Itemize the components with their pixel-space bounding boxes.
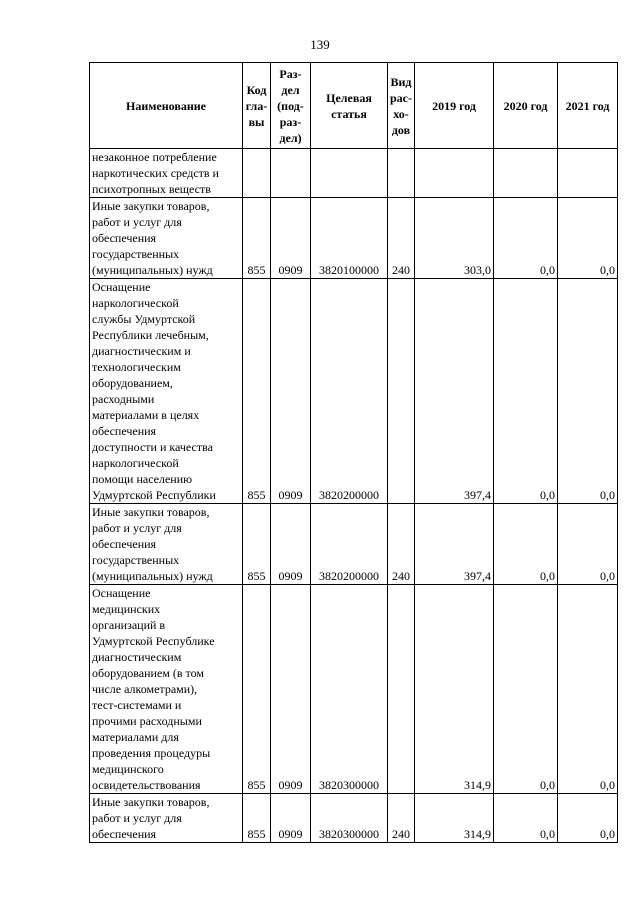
- name-line: тест-системами и: [92, 698, 182, 712]
- row-target: 3820200000: [311, 504, 388, 585]
- name-line: государственных: [92, 247, 180, 261]
- row-2019: 314,9: [415, 794, 494, 843]
- header-2019: 2019 год: [415, 63, 494, 149]
- header-code-line: Код: [246, 82, 267, 97]
- header-name: Наименование: [90, 63, 243, 149]
- name-line: медицинских: [92, 602, 161, 616]
- name-line: (муниципальных) нужд: [92, 569, 213, 583]
- row-2019: 303,0: [415, 198, 494, 279]
- header-target-line: Целевая: [326, 90, 372, 105]
- row-section: 0909: [271, 504, 311, 585]
- row-code: 855: [243, 585, 271, 794]
- name-line: проведения процедуры: [92, 746, 211, 760]
- header-kind-line: хо-: [393, 106, 409, 121]
- name-line: работ и услуг для: [92, 811, 182, 825]
- row-kind: 240: [388, 504, 415, 585]
- header-section-line: (под-: [277, 98, 304, 113]
- row-name: [90, 279, 243, 504]
- name-line: числе алкометрами),: [92, 682, 198, 696]
- row-section: 0909: [271, 585, 311, 794]
- name-line: Удмуртской Республике: [92, 634, 215, 648]
- name-line: обеспечения: [92, 231, 157, 245]
- name-line: освидетельствования: [92, 778, 201, 792]
- name-line: государственных: [92, 553, 180, 567]
- row-2020: 0,0: [494, 585, 558, 794]
- name-line: работ и услуг для: [92, 215, 182, 229]
- name-line: обеспечения: [92, 827, 157, 841]
- table-row: [90, 198, 618, 279]
- name-line: доступности и качества: [92, 440, 213, 454]
- name-line: расходными: [92, 392, 155, 406]
- row-kind: [388, 149, 415, 198]
- row-2021: 0,0: [558, 585, 618, 794]
- table-row: [90, 279, 618, 504]
- row-section: 0909: [271, 198, 311, 279]
- page-number: 139: [310, 37, 330, 52]
- row-name: [90, 504, 243, 585]
- header-code-line: гла-: [245, 98, 268, 113]
- name-line: наркологической: [92, 456, 179, 470]
- name-line: психотропных веществ: [92, 182, 211, 196]
- row-code: 855: [243, 504, 271, 585]
- row-2021: 0,0: [558, 198, 618, 279]
- header-section-line: дел: [281, 82, 300, 97]
- row-2020: 0,0: [494, 279, 558, 504]
- name-line: обеспечения: [92, 537, 157, 551]
- name-line: Иные закупки товаров,: [92, 505, 210, 519]
- name-line: Республики лечебным,: [92, 328, 209, 342]
- name-line: прочими расходными: [92, 714, 202, 728]
- row-target: 3820100000: [311, 198, 388, 279]
- row-2020: 0,0: [494, 198, 558, 279]
- name-line: технологическим: [92, 360, 181, 374]
- header-section-line: раз-: [279, 114, 302, 129]
- row-kind: [388, 585, 415, 794]
- row-kind: [388, 279, 415, 504]
- name-line: (муниципальных) нужд: [92, 263, 213, 277]
- name-line: организаций в: [92, 618, 166, 632]
- header-target: [311, 63, 388, 149]
- row-2020: 0,0: [494, 504, 558, 585]
- header-kind-line: Вид: [390, 74, 412, 89]
- header-section-line: дел): [279, 130, 302, 145]
- name-line: материалами для: [92, 730, 179, 744]
- row-2019: 314,9: [415, 585, 494, 794]
- header-2020: 2020 год: [494, 63, 558, 149]
- row-code: 855: [243, 794, 271, 843]
- row-name: [90, 149, 243, 198]
- name-line: медицинского: [92, 762, 164, 776]
- name-line: оборудованием (в том: [92, 666, 205, 680]
- row-name: [90, 198, 243, 279]
- row-kind: 240: [388, 794, 415, 843]
- row-section: 0909: [271, 794, 311, 843]
- name-line: наркологической: [92, 296, 179, 310]
- name-line: Оснащение: [92, 586, 151, 600]
- row-name: [90, 585, 243, 794]
- name-line: обеспечения: [92, 424, 157, 438]
- row-code: 855: [243, 279, 271, 504]
- name-line: диагностическим: [92, 650, 182, 664]
- name-line: оборудованием,: [92, 376, 173, 390]
- table-row: [90, 149, 618, 198]
- row-2019: 397,4: [415, 504, 494, 585]
- row-name: [90, 794, 243, 843]
- row-kind: 240: [388, 198, 415, 279]
- row-2021: 0,0: [558, 504, 618, 585]
- name-line: помощи населению: [92, 472, 193, 486]
- header-target-line: статья: [331, 106, 367, 121]
- name-line: Удмуртской Республики: [92, 488, 216, 502]
- name-line: материалами в целях: [92, 408, 200, 422]
- row-2021: 0,0: [558, 794, 618, 843]
- name-line: Оснащение: [92, 280, 151, 294]
- row-2020: 0,0: [494, 794, 558, 843]
- row-2019: [415, 149, 494, 198]
- header-section-line: Раз-: [279, 66, 302, 81]
- row-section: 0909: [271, 279, 311, 504]
- table-row: [90, 585, 618, 794]
- header-2021: 2021 год: [558, 63, 618, 149]
- row-2019: 397,4: [415, 279, 494, 504]
- row-code: 855: [243, 198, 271, 279]
- row-target: 3820300000: [311, 794, 388, 843]
- row-code: [243, 149, 271, 198]
- row-2021: [558, 149, 618, 198]
- name-line: работ и услуг для: [92, 521, 182, 535]
- name-line: диагностическим и: [92, 344, 191, 358]
- row-2020: [494, 149, 558, 198]
- name-line: наркотических средств и: [92, 166, 219, 180]
- table-row: [90, 794, 618, 843]
- budget-table: [89, 62, 618, 843]
- header-code: [243, 63, 271, 149]
- header-kind: [388, 63, 415, 149]
- header-kind-line: дов: [391, 122, 411, 137]
- row-section: [271, 149, 311, 198]
- row-target: [311, 149, 388, 198]
- name-line: Иные закупки товаров,: [92, 199, 210, 213]
- name-line: службы Удмуртской: [92, 312, 196, 326]
- row-2021: 0,0: [558, 279, 618, 504]
- header-kind-line: рас-: [390, 90, 412, 105]
- header-code-line: вы: [248, 114, 265, 129]
- header-row: [90, 63, 618, 149]
- name-line: Иные закупки товаров,: [92, 795, 210, 809]
- row-target: 3820200000: [311, 279, 388, 504]
- header-section: [271, 63, 311, 149]
- name-line: незаконное потребление: [92, 150, 217, 164]
- table-row: [90, 504, 618, 585]
- row-target: 3820300000: [311, 585, 388, 794]
